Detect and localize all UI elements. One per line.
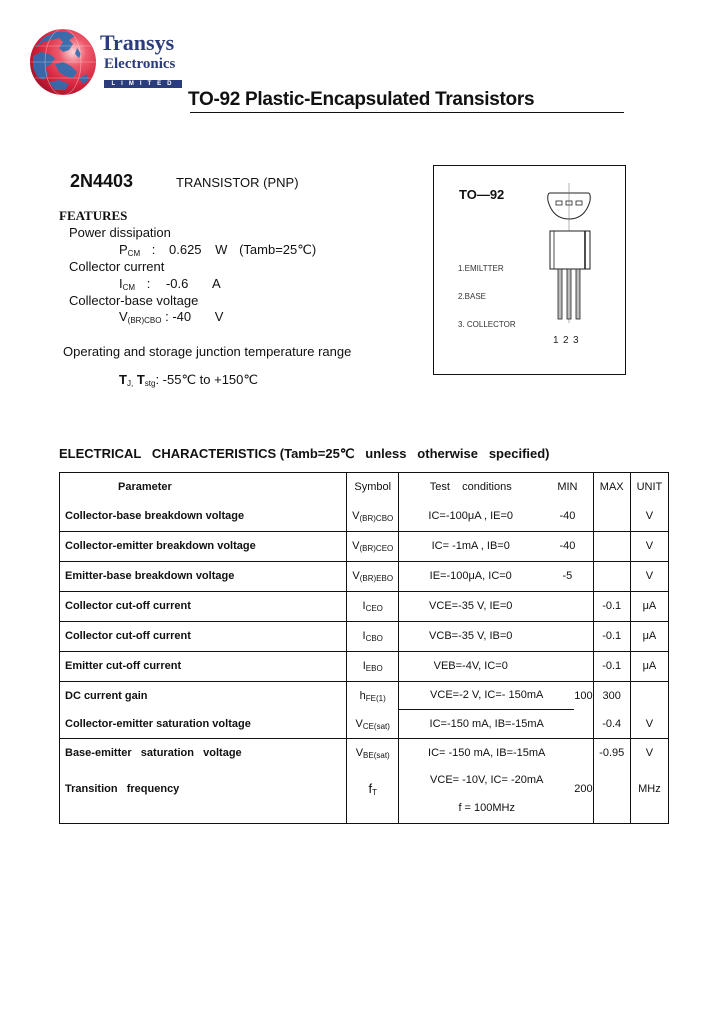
table-row: Emitter cut-off current $I_{EBO}$ VEB=-4V, IC=0 -0.1 μA	[60, 651, 669, 681]
feature-spec-voltage: $V_{(BR)CBO}$ : -40 V	[119, 309, 224, 325]
pin-label-base: 2.BASE	[458, 292, 487, 301]
company-name: Transys	[100, 30, 175, 55]
header-parameter: Parameter	[60, 473, 347, 502]
pin-number-3: 3	[573, 335, 579, 346]
feature-spec-current: $I_{CM}$ : -0.6 A	[119, 276, 221, 292]
pin-label-emitter: 1.EMILTTER	[458, 264, 504, 273]
table-row: Collector-emitter breakdown voltage $V_{(BR)CEO}$ IC= -1mA , IB=0 -40 V	[60, 531, 669, 561]
feature-label-voltage: Collector-base voltage	[69, 293, 199, 308]
company-limited-banner: LIMITED	[104, 80, 182, 88]
table-header-row	[60, 473, 669, 502]
table-row: Collector-base breakdown voltage $V_{(BR)CBO}$ IC=-100μA , IE=0 -40 V	[60, 502, 669, 532]
title-underline	[190, 112, 624, 113]
header-test-conditions: Test conditions	[399, 473, 543, 502]
temperature-range-label: Operating and storage junction temperature range	[63, 344, 352, 359]
table-row-group: DC current gain Collector-emitter saturation voltage $h_{FE(1)}$ $V_{CE(sat)}$ VCE=-2 V, IC=- 150mA IC=-150 mA, IB=-15mA 100 300 -0.4 V	[60, 681, 669, 738]
pin-number-1: 1	[553, 335, 559, 346]
header-symbol: Symbol	[347, 473, 399, 502]
header-max: MAX	[593, 473, 630, 502]
features-heading: FEATURES	[59, 208, 128, 223]
to92-package-icon	[545, 183, 595, 328]
feature-label-current: Collector current	[69, 259, 165, 274]
package-name: TO—92	[459, 187, 505, 202]
feature-spec-power: $P_{CM}$ : 0.625 W (Tamb=25℃)	[119, 242, 317, 258]
header-unit: UNIT	[630, 473, 668, 502]
part-number: 2N4403	[70, 171, 134, 191]
pin-label-collector: 3. COLLECTOR	[458, 320, 516, 329]
electrical-characteristics-table	[59, 472, 669, 824]
globe-logo-icon	[29, 28, 97, 96]
table-row: Collector cut-off current $I_{CEO}$ VCE=-35 V, IE=0 -0.1 μA	[60, 591, 669, 621]
header-min: MIN	[542, 473, 593, 502]
part-type: TRANSISTOR (PNP)	[176, 175, 299, 190]
company-subtitle: Electronics	[104, 56, 176, 72]
feature-label-power: Power dissipation	[69, 225, 171, 240]
table-row: Emitter-base breakdown voltage $V_{(BR)EBO}$ IE=-100μA, IC=0 -5 V	[60, 561, 669, 591]
temperature-range-value: $T_{J,}$ $T_{stg}$: -55℃ to +150℃	[119, 372, 258, 388]
table-row-group: Base-emitter saturation voltage Transition frequency $V_{BE(sat)}$ $f_T$ IC= -150 mA, IB=-15mA VCE= -10V, IC= -20mA f = 100MHz 200 -0.95 V MHz	[60, 738, 669, 823]
document-title: TO-92 Plastic-Encapsulated Transistors	[188, 89, 535, 110]
table-row: Collector cut-off current $I_{CBO}$ VCB=-35 V, IB=0 -0.1 μA	[60, 621, 669, 651]
pin-number-2: 2	[563, 335, 569, 346]
electrical-characteristics-title: ELECTRICAL CHARACTERISTICS (Tamb=25℃ unless otherwise specified)	[59, 446, 550, 461]
